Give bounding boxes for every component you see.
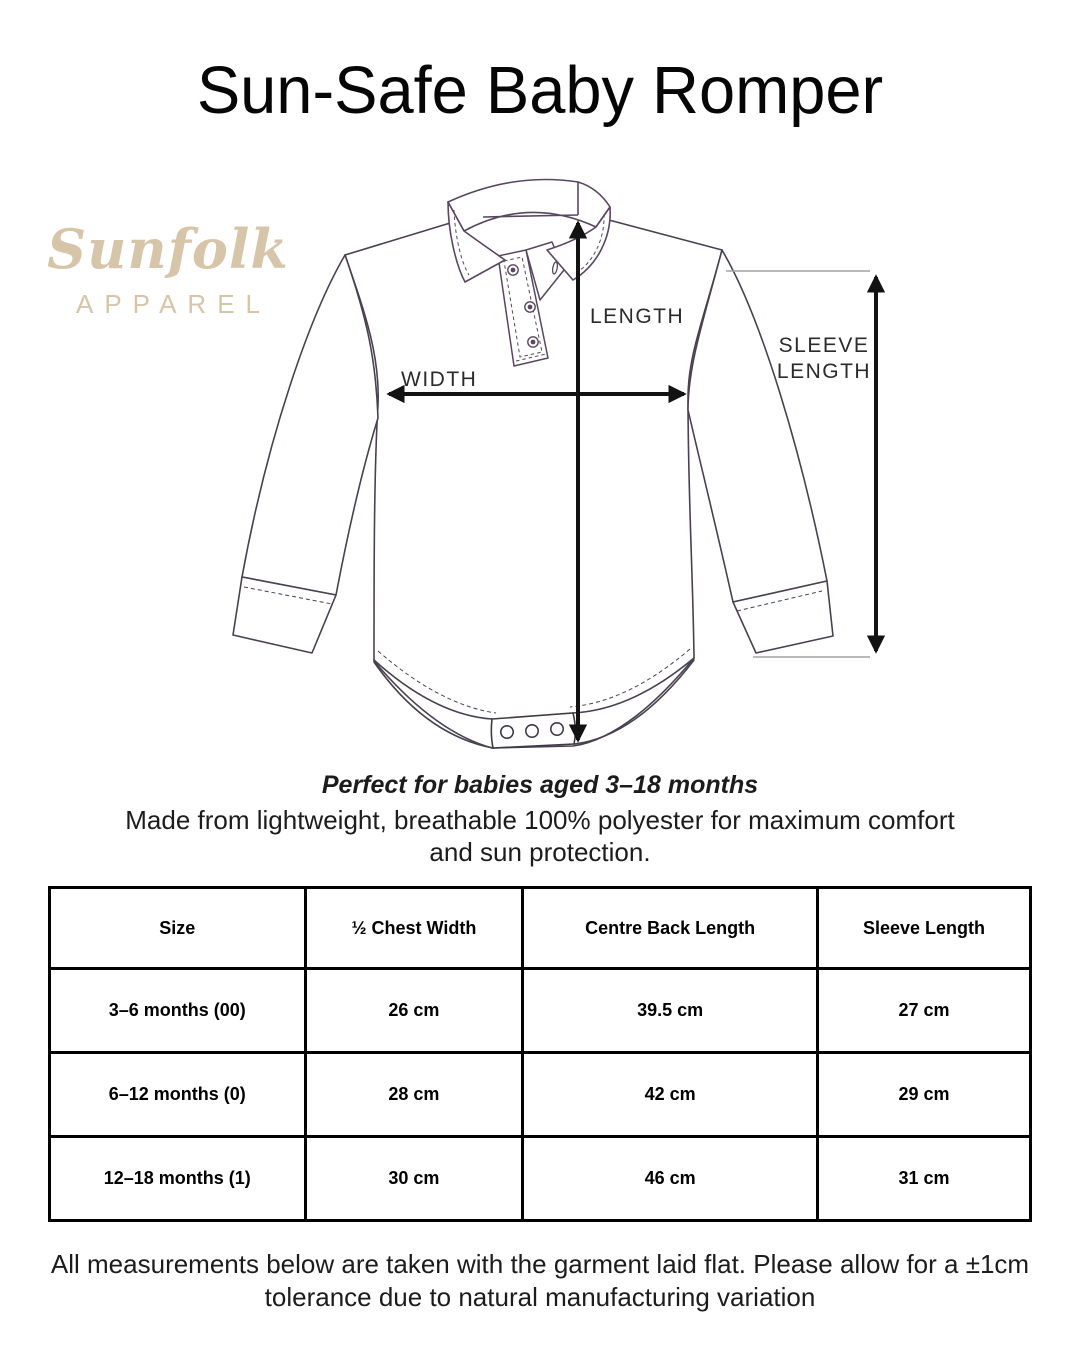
chest-width-cell: 28 cm xyxy=(305,1053,523,1137)
footnote-line2: tolerance due to natural manufacturing variation xyxy=(264,1282,816,1312)
back-length-column-header: Centre Back Length xyxy=(523,888,818,969)
brand-name: Sunfolk xyxy=(47,217,289,281)
size-cell: 6–12 months (0) xyxy=(50,1053,306,1137)
width-label: WIDTH xyxy=(401,368,478,391)
length-label: LENGTH xyxy=(590,305,685,328)
product-description xyxy=(0,769,1080,868)
chest-width-cell: 26 cm xyxy=(305,969,523,1053)
table-row xyxy=(50,969,1031,1053)
sleeve-length-cell: 27 cm xyxy=(818,969,1031,1053)
table-row xyxy=(50,1137,1031,1221)
sleeve-length-label-line2: LENGTH xyxy=(776,360,872,383)
size-table xyxy=(48,886,1032,1222)
snap-button xyxy=(526,725,538,737)
size-table-header-row xyxy=(50,888,1031,969)
back-length-cell: 46 cm xyxy=(523,1137,818,1221)
button xyxy=(528,337,538,347)
sleeve-length-cell: 29 cm xyxy=(818,1053,1031,1137)
product-description-line2: and sun protection. xyxy=(429,837,651,867)
snap-band xyxy=(491,713,575,748)
sleeve-length-column-header: Sleeve Length xyxy=(818,888,1031,969)
page-title: Sun-Safe Baby Romper xyxy=(196,53,884,128)
snap-button xyxy=(501,726,513,738)
product-highlight: Perfect for babies aged 3–18 months xyxy=(321,771,759,799)
romper-technical-drawing xyxy=(230,170,920,790)
measurement-footnote xyxy=(0,1248,1080,1314)
brand-subtitle: APPAREL xyxy=(75,289,271,320)
size-cell: 3–6 months (00) xyxy=(50,969,306,1053)
chest-width-cell: 30 cm xyxy=(305,1137,523,1221)
size-cell: 12–18 months (1) xyxy=(50,1137,306,1221)
sleeve-length-cell: 31 cm xyxy=(818,1137,1031,1221)
snap-button xyxy=(551,723,563,735)
back-length-cell: 39.5 cm xyxy=(523,969,818,1053)
button xyxy=(508,265,518,275)
back-length-cell: 42 cm xyxy=(523,1053,818,1137)
size-column-header: Size xyxy=(50,888,306,969)
product-description-line1: Made from lightweight, breathable 100% polyester for maximum comfort xyxy=(125,805,955,835)
table-row xyxy=(50,1053,1031,1137)
sleeve-length-label-line1: SLEEVE xyxy=(778,334,870,357)
footnote-line1: All measurements below are taken with the garment laid flat. Please allow for a ±1cm xyxy=(50,1249,1030,1279)
chest-width-column-header: ½ Chest Width xyxy=(305,888,523,969)
button xyxy=(525,302,535,312)
